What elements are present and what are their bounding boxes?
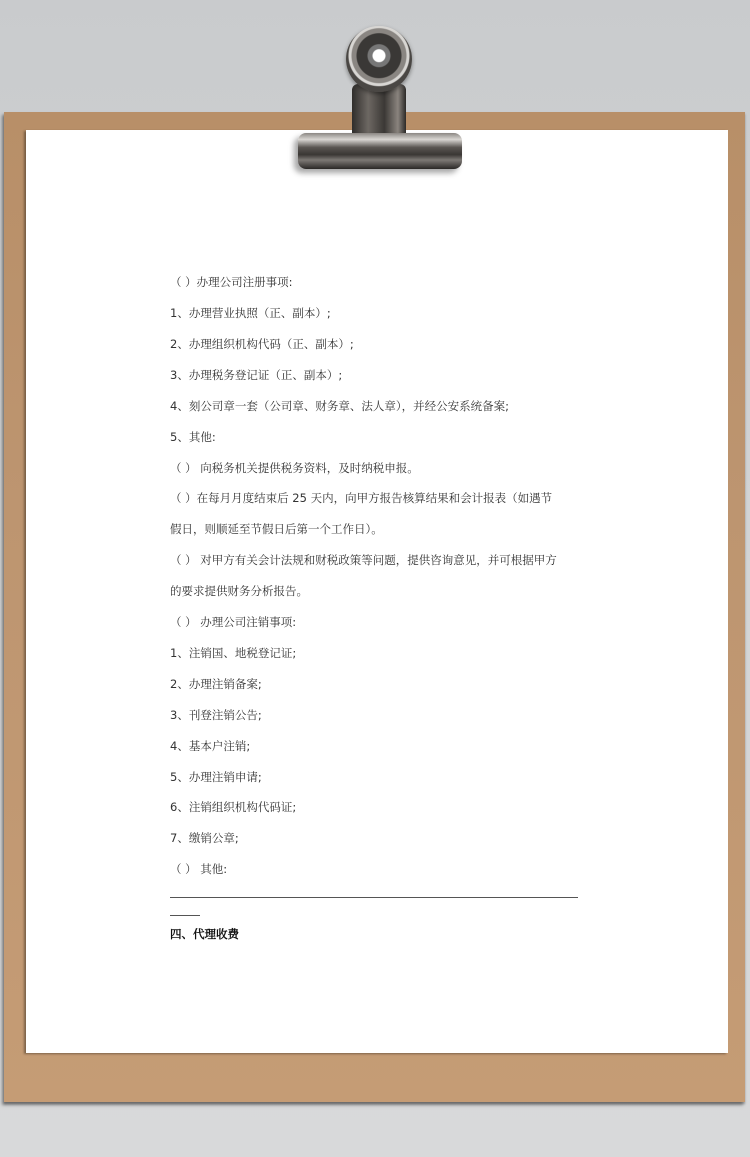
fill-in-underline-continued bbox=[170, 915, 200, 916]
text-line: （ ） 对甲方有关会计法规和财税政策等问题，提供咨询意见，并可根据甲方 bbox=[170, 553, 557, 567]
text-line: （ ） 其他: bbox=[170, 862, 228, 876]
text-line: （ ） 办理公司注销事项: bbox=[170, 615, 297, 629]
text-line: 2、办理注销备案; bbox=[170, 677, 262, 691]
text-line: 假日，则顺延至节假日后第一个工作日）。 bbox=[170, 522, 383, 536]
text-line: 2、办理组织机构代码（正、副本）; bbox=[170, 337, 354, 351]
text-line: 5、办理注销申请; bbox=[170, 770, 262, 784]
binder-clip-ring-icon bbox=[346, 26, 412, 92]
text-line: 1、注销国、地税登记证; bbox=[170, 646, 297, 660]
text-line: 7、缴销公章; bbox=[170, 831, 239, 845]
text-line: （ ）在每月月度结束后 25 天内，向甲方报告核算结果和会计报表（如遇节 bbox=[170, 491, 553, 505]
section-heading: 四、代理收费 bbox=[170, 927, 239, 941]
fill-in-underline bbox=[170, 897, 578, 898]
text-line: （ ）办理公司注册事项: bbox=[170, 275, 293, 289]
paper-sheet bbox=[26, 130, 728, 1053]
text-line: 的要求提供财务分析报告。 bbox=[170, 584, 308, 598]
text-line: 6、注销组织机构代码证; bbox=[170, 800, 297, 814]
text-line: 4、刻公司章一套（公司章、财务章、法人章），并经公安系统备案; bbox=[170, 399, 509, 413]
text-line: 3、刊登注销公告; bbox=[170, 708, 262, 722]
text-line: （ ） 向税务机关提供税务资料，及时纳税申报。 bbox=[170, 461, 419, 475]
text-line: 1、办理营业执照（正、副本）; bbox=[170, 306, 331, 320]
text-line: 4、基本户注销; bbox=[170, 739, 251, 753]
text-line: 3、办理税务登记证（正、副本）; bbox=[170, 368, 343, 382]
binder-clip-bar bbox=[298, 133, 462, 169]
text-line: 5、其他: bbox=[170, 430, 216, 444]
binder-clip-neck bbox=[352, 84, 406, 140]
